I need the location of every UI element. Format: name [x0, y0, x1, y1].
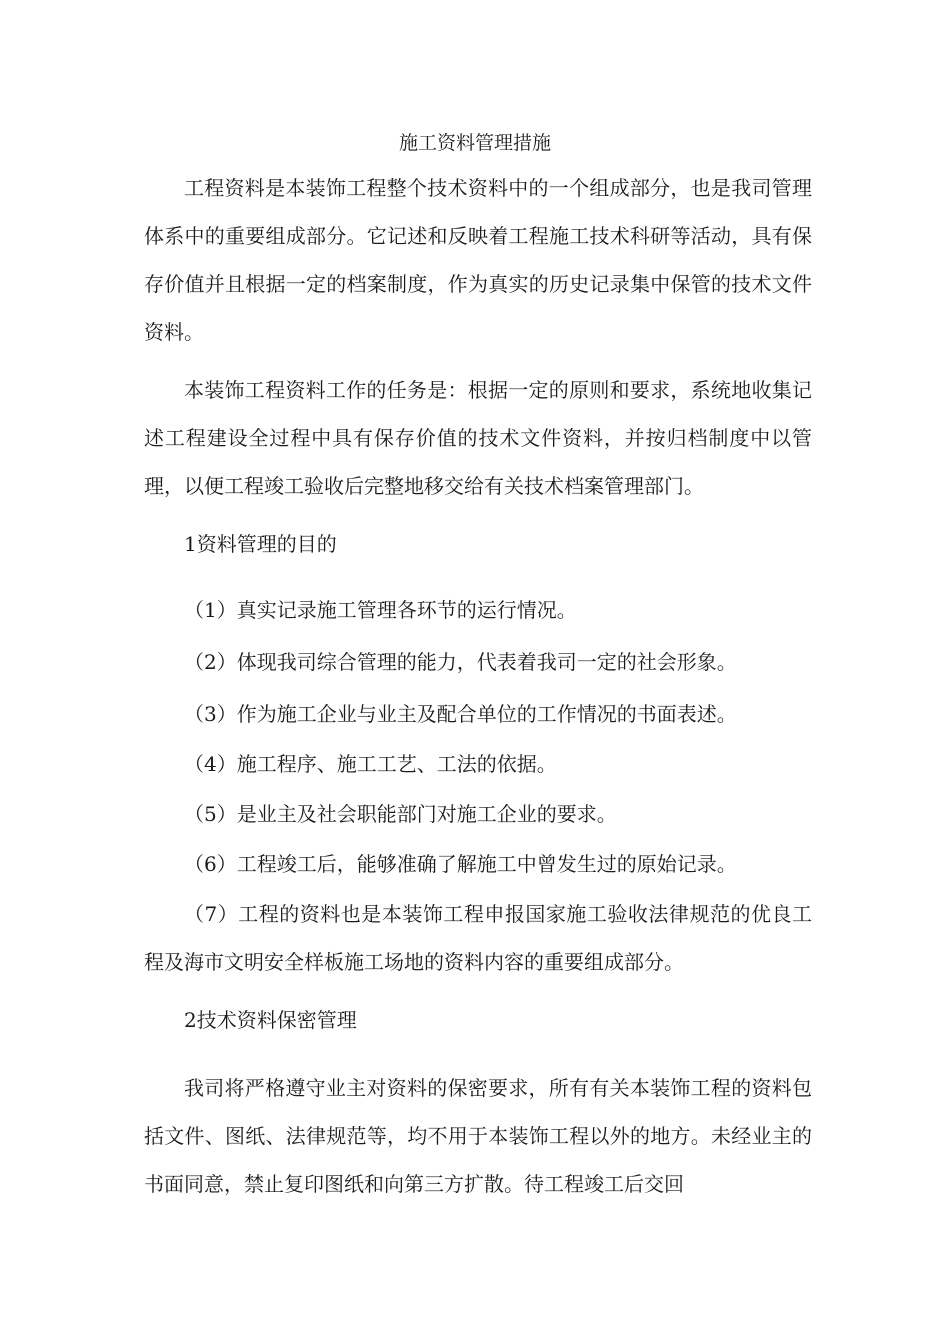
list-item-5: （5）是业主及社会职能部门对施工企业的要求。	[184, 802, 617, 826]
list-item-2: （2）体现我司综合管理的能力，代表着我司一定的社会形象。	[184, 650, 737, 674]
list-item-1: （1）真实记录施工管理各环节的运行情况。	[184, 598, 577, 622]
intro-paragraph-2: 本装饰工程资料工作的任务是：根据一定的原则和要求，系统地收集记述工程建设全过程中具有保存价值的技术文件资料，并按归档制度中以管理，以便工程竣工验收后完整地移交给有关技术档案管理部门。	[144, 378, 812, 498]
list-item-6: （6）工程竣工后，能够准确了解施工中曾发生过的原始记录。	[184, 852, 737, 876]
list-item-3: （3）作为施工企业与业主及配合单位的工作情况的书面表述。	[184, 702, 737, 726]
section-2-paragraph: 我司将严格遵守业主对资料的保密要求，所有有关本装饰工程的资料包括文件、图纸、法律规范等，均不用于本装饰工程以外的地方。未经业主的书面同意，禁止复印图纸和向第三方扩散。待工程竣工后交回	[144, 1076, 812, 1196]
list-item-7: （7）工程的资料也是本装饰工程申报国家施工验收法律规范的优良工程及海市文明安全样板施工场地的资料内容的重要组成部分。	[144, 902, 812, 974]
section-2-heading: 2技术资料保密管理	[184, 1008, 357, 1032]
section-1-heading: 1资料管理的目的	[184, 532, 337, 556]
intro-paragraph-1: 工程资料是本装饰工程整个技术资料中的一个组成部分，也是我司管理体系中的重要组成部分。它记述和反映着工程施工技术科研等活动，具有保存价值并且根据一定的档案制度，作为真实的历史记录集中保管的技术文件资料。	[144, 176, 812, 344]
list-item-4: （4）施工程序、施工工艺、工法的依据。	[184, 752, 557, 776]
document-title: 施工资料管理措施	[398, 132, 551, 154]
